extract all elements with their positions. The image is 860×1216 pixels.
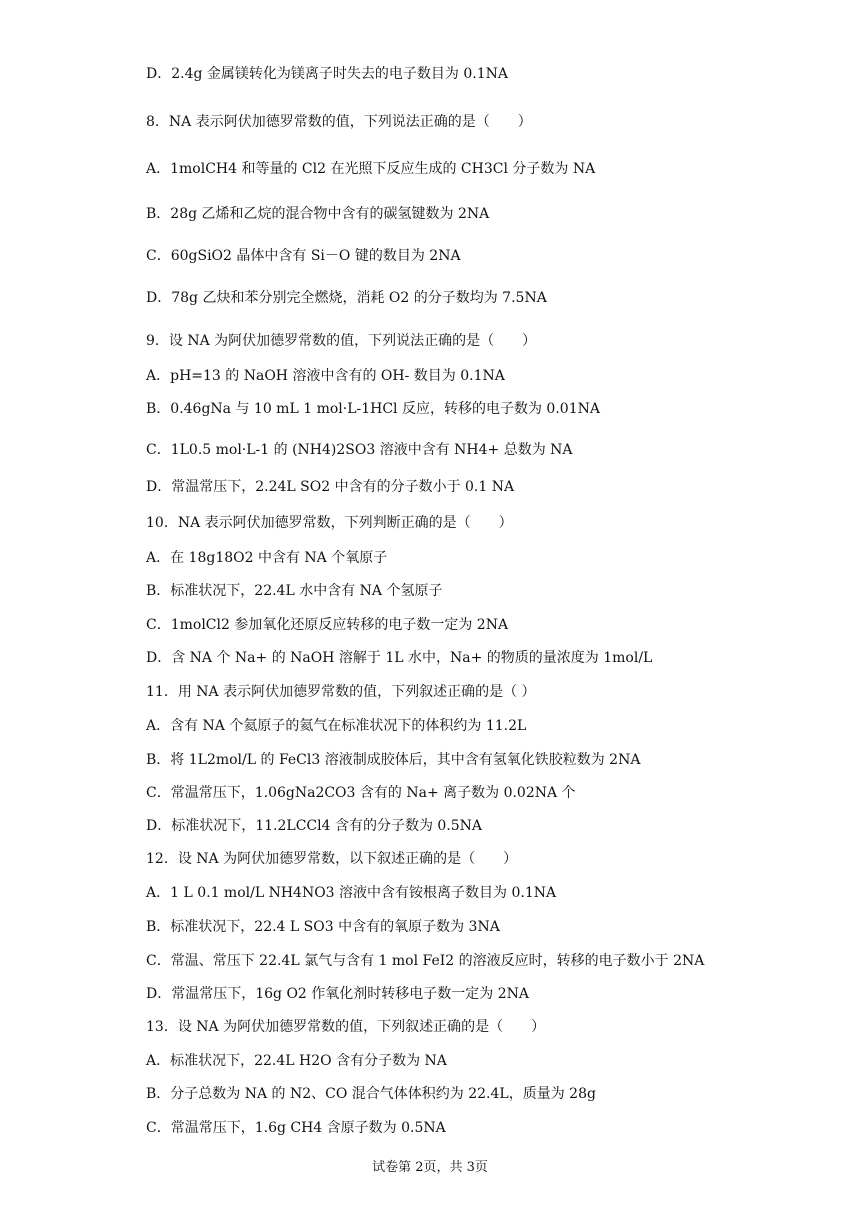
question-line: D．78g 乙炔和苯分别完全燃烧，消耗 O2 的分子数均为 7.5NA (146, 290, 547, 306)
question-line: C．常温常压下，1.6g CH4 含原子数为 0.5NA (146, 1120, 446, 1136)
question-line: A．1 L 0.1 mol/L NH4NO3 溶液中含有铵根离子数目为 0.1NA (146, 885, 557, 901)
question-line: B．0.46gNa 与 10 mL 1 mol·L-1HCl 反应，转移的电子数为 0.01NA (146, 401, 600, 417)
question-line: C．1L0.5 mol·L-1 的 (NH4)2SO3 溶液中含有 NH4+ 总数为 NA (146, 442, 573, 458)
question-line: B．标准状况下，22.4 L SO3 中含有的氧原子数为 3NA (146, 919, 500, 935)
question-line: A．含有 NA 个氦原子的氦气在标准状况下的体积约为 11.2L (146, 718, 527, 734)
question-line: D．常温常压下，2.24L SO2 中含有的分子数小于 0.1 NA (146, 479, 515, 495)
question-line: A．1molCH4 和等量的 Cl2 在光照下反应生成的 CH3Cl 分子数为 NA (146, 161, 596, 177)
question-line: D．2.4g 金属镁转化为镁离子时失去的电子数目为 0.1NA (146, 66, 508, 82)
question-line: B．分子总数为 NA 的 N2、CO 混合气体体积约为 22.4L，质量为 28g (146, 1086, 596, 1102)
question-line: 13．设 NA 为阿伏加德罗常数的值，下列叙述正确的是（ ） (146, 1019, 546, 1035)
question-line: D．常温常压下，16g O2 作氧化剂时转移电子数一定为 2NA (146, 986, 530, 1002)
question-line: A．在 18g18O2 中含有 NA 个氧原子 (146, 550, 388, 566)
question-line: A．pH=13 的 NaOH 溶液中含有的 OH- 数目为 0.1NA (146, 368, 505, 384)
question-line: 12．设 NA 为阿伏加德罗常数，以下叙述正确的是（ ） (146, 851, 518, 867)
question-line: C．1molCl2 参加氧化还原反应转移的电子数一定为 2NA (146, 617, 509, 633)
question-line: B．将 1L2mol/L 的 FeCl3 溶液制成胶体后，其中含有氢氧化铁胶粒数为 2NA (146, 752, 641, 768)
question-line: B．标准状况下，22.4L 水中含有 NA 个氢原子 (146, 583, 443, 599)
question-line: 9．设 NA 为阿伏加德罗常数的值，下列说法正确的是（ ） (146, 333, 537, 349)
page-footer: 试卷第 2页，共 3页 (372, 1160, 488, 1175)
question-line: C．常温、常压下 22.4L 氯气与含有 1 mol FeI2 的溶液反应时，转移的电子数小于 2NA (146, 953, 705, 969)
question-line: 10．NA 表示阿伏加德罗常数，下列判断正确的是（ ） (146, 515, 513, 531)
question-line: 11．用 NA 表示阿伏加德罗常数的值，下列叙述正确的是（ ） (146, 684, 536, 700)
question-line: C．常温常压下，1.06gNa2CO3 含有的 Na+ 离子数为 0.02NA 个 (146, 785, 576, 801)
question-line: 8．NA 表示阿伏加德罗常数的值，下列说法正确的是（ ） (146, 114, 532, 130)
question-line: D．标准状况下，11.2LCCl4 含有的分子数为 0.5NA (146, 818, 483, 834)
question-line: C．60gSiO2 晶体中含有 Si－O 键的数目为 2NA (146, 248, 461, 264)
question-line: D．含 NA 个 Na+ 的 NaOH 溶解于 1L 水中，Na+ 的物质的量浓度为 1mol/L (146, 650, 653, 666)
question-line: A．标准状况下，22.4L H2O 含有分子数为 NA (146, 1053, 447, 1069)
question-line: B．28g 乙烯和乙烷的混合物中含有的碳氢键数为 2NA (146, 206, 490, 222)
